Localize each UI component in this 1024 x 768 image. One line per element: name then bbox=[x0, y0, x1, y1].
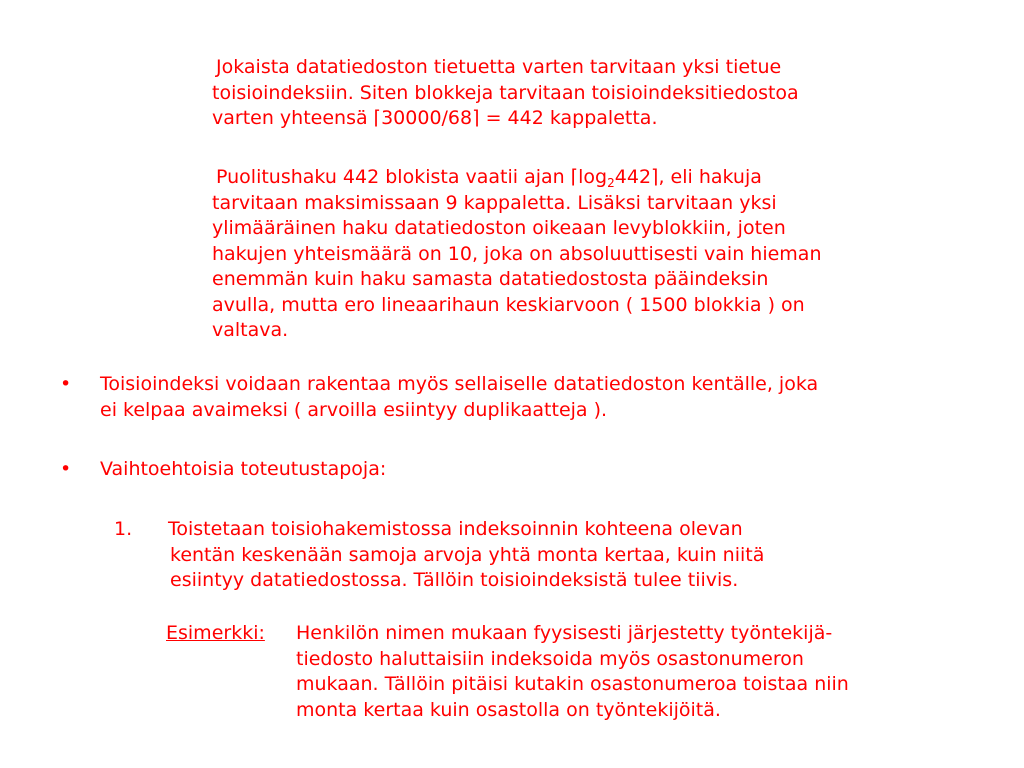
numbered-line: kentän keskenään samoja arvoja yhtä monta kertaa, kuin niitä bbox=[170, 543, 765, 566]
paragraph-line: enemmän kuin haku samasta datatiedostosta pääindeksin bbox=[212, 268, 769, 290]
ceiling-left-symbol: ⌈ bbox=[570, 166, 579, 188]
bullet-icon: • bbox=[60, 458, 72, 480]
bullet-text bbox=[100, 372, 818, 423]
log-text: log bbox=[578, 166, 608, 188]
ceiling-left-symbol: ⌈ bbox=[373, 107, 382, 129]
numbered-line: esiintyy datatiedostossa. Tällöin toisioindeksistä tulee tiivis. bbox=[170, 569, 739, 591]
bullet-line: Toisioindeksi voidaan rakentaa myös sellaiselle datatiedoston kentälle, joka bbox=[100, 373, 819, 395]
example-line: tiedosto haluttaisiin indeksoida myös osastonumeron bbox=[296, 647, 804, 670]
paragraph-line: ylimääräinen haku datatiedoston oikeaan levyblokkiin, joten bbox=[212, 217, 786, 239]
formula-text-after: , eli hakuja bbox=[658, 166, 762, 188]
numbered-line: Toistetaan toisiohakemistossa indeksoinnin kohteena olevan bbox=[168, 518, 743, 540]
example-text bbox=[296, 621, 849, 723]
paragraph-line: avulla, mutta ero lineaarihaun keskiarvoon ( 1500 blokkia ) on bbox=[212, 293, 805, 316]
ceiling-right-symbol: ⌉ bbox=[651, 166, 659, 188]
formula-value: 30000/68 bbox=[381, 107, 473, 129]
list-number: 1. bbox=[114, 518, 133, 540]
formula-text-before: varten yhteensä bbox=[212, 107, 374, 129]
paragraph-line: valtava. bbox=[212, 319, 289, 341]
example-line: mukaan. Tällöin pitäisi kutakin osastonumeroa toistaa niin bbox=[296, 673, 849, 695]
example-line: monta kertaa kuin osastolla on työntekijöitä. bbox=[296, 698, 721, 721]
paragraph-binary-search bbox=[212, 165, 972, 344]
example-label: Esimerkki: bbox=[166, 622, 265, 644]
example-line: Henkilön nimen mukaan fyysisesti järjestetty työntekijä- bbox=[296, 622, 833, 644]
numbered-text bbox=[168, 517, 764, 594]
paragraph-line: toisioindeksiin. Siten blokkeja tarvitaan toisioindeksitiedostoa bbox=[212, 81, 799, 104]
paragraph-line: Jokaista datatiedoston tietuetta varten tarvitaan yksi tietue bbox=[216, 56, 782, 78]
paragraph-line: tarvitaan maksimissaan 9 kappaletta. Lisäksi tarvitaan yksi bbox=[212, 191, 777, 214]
formula-text-after: = 442 kappaletta. bbox=[479, 107, 658, 129]
formula-text-before: Puolitushaku 442 blokista vaatii ajan bbox=[216, 166, 571, 188]
log-argument: 442 bbox=[614, 166, 652, 188]
bullet-text bbox=[100, 457, 386, 483]
paragraph-line-formula bbox=[212, 106, 972, 132]
ceiling-right-symbol: ⌉ bbox=[472, 107, 480, 129]
log-base: 2 bbox=[607, 176, 615, 190]
paragraph-line: hakujen yhteismäärä on 10, joka on absoluuttisesti vain hieman bbox=[212, 242, 822, 265]
bullet-icon: • bbox=[60, 373, 72, 395]
paragraph-secondary-index-blocks bbox=[212, 55, 972, 132]
bullet-line: ei kelpaa avaimeksi ( arvoilla esiintyy duplikaatteja ). bbox=[100, 398, 608, 421]
paragraph-line-formula bbox=[212, 165, 972, 191]
bullet-line: Vaihtoehtoisia toteutustapoja: bbox=[100, 458, 387, 480]
